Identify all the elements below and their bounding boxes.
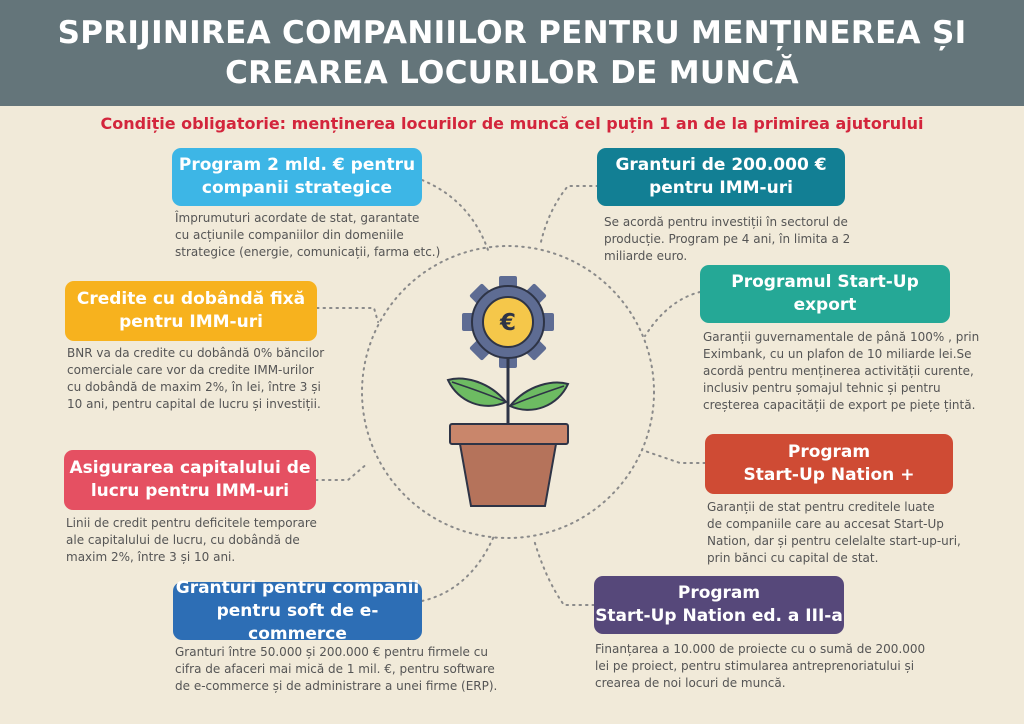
desc-line: BNR va da credite cu dobândă 0% băncilor bbox=[67, 346, 325, 360]
svg-text:€: € bbox=[499, 310, 517, 336]
fixed-interest-credits-description bbox=[67, 345, 367, 413]
connector-left-4 bbox=[422, 536, 494, 601]
mandatory-condition-subtitle: Condiție obligatorie: menținerea locurilor de muncă cel puțin 1 an de la primirea ajutorului bbox=[100, 114, 924, 133]
box-title-line-1: Program bbox=[677, 583, 761, 603]
desc-line: Împrumuturi acordate de stat, garantate bbox=[175, 211, 420, 225]
connector-right-4 bbox=[534, 540, 594, 605]
startup-export-description bbox=[703, 329, 1013, 414]
box-title-line-2: pentru IMM-uri bbox=[119, 312, 263, 332]
desc-line: Se acordă pentru investiții în sectorul de bbox=[604, 215, 848, 229]
plant-pot-icon bbox=[448, 276, 568, 506]
desc-line: producție. Program pe 4 ani, în limita a 2 bbox=[604, 232, 851, 246]
startup-export-box bbox=[700, 265, 950, 323]
page-title-line-2: CREAREA LOCURILOR DE MUNCĂ bbox=[225, 55, 799, 91]
desc-line: prin bănci cu capital de stat. bbox=[707, 551, 879, 565]
box-title-line-2: companii strategice bbox=[201, 178, 393, 198]
box-title-line-2: pentru IMM-uri bbox=[649, 178, 793, 198]
desc-line: cu dobândă de maxim 2%, în lei, între 3 și bbox=[67, 380, 321, 394]
startup-nation-plus-box bbox=[705, 434, 953, 494]
imm-grants-box bbox=[597, 148, 845, 206]
desc-line: crearea de noi locuri de muncă. bbox=[595, 676, 786, 690]
startup-nation-plus-description bbox=[707, 499, 1017, 567]
program-strategic-companies-box bbox=[172, 148, 422, 206]
fixed-interest-credits-box bbox=[65, 281, 317, 341]
box-title-line-1: Granturi pentru companii bbox=[175, 577, 420, 598]
desc-line: Granturi între 50.000 și 200.000 € pentru firmele cu bbox=[175, 645, 488, 659]
box-title-line-2: Start-Up Nation ed. a III-a bbox=[595, 606, 843, 626]
desc-line: Nation, dar și pentru celelalte start-up-uri, bbox=[707, 534, 961, 548]
desc-line: inclusiv pentru șomajul tehnic și pentru bbox=[703, 381, 941, 395]
box-title-line-2: export bbox=[793, 295, 857, 315]
desc-line: lei pe proiect, pentru stimularea antreprenoriatului și bbox=[595, 659, 915, 673]
box-title-line-2: lucru pentru IMM-uri bbox=[90, 481, 290, 501]
desc-line: Finanțarea a 10.000 de proiecte cu o sumă de 200.000 bbox=[595, 642, 926, 656]
desc-line: maxim 2%, între 3 și 10 ani. bbox=[66, 550, 236, 564]
startup-nation-ed3-box bbox=[594, 576, 844, 634]
desc-line: acordă pentru menținerea activității curente, bbox=[703, 364, 974, 378]
box-title-line-2: pentru soft de e-commerce bbox=[216, 600, 379, 644]
program-strategic-companies-description bbox=[175, 210, 475, 261]
desc-line: de e-commerce și de administrare a unei firme (ERP). bbox=[175, 679, 498, 693]
connector-left-3 bbox=[316, 463, 368, 480]
connector-right-1 bbox=[540, 186, 598, 246]
page-title-line-1: SPRIJINIREA COMPANIILOR PENTRU MENȚINEREA ȘI bbox=[57, 15, 967, 51]
desc-line: strategice (energie, comunicații, farma etc.) bbox=[175, 245, 441, 259]
ecommerce-grants-description bbox=[175, 644, 520, 695]
working-capital-box bbox=[64, 450, 316, 510]
desc-line: de companiile care au accesat Start-Up bbox=[707, 517, 944, 531]
box-title-line-1: Programul Start-Up bbox=[731, 272, 919, 292]
imm-grants-description bbox=[604, 214, 904, 265]
box-title-line-1: Program bbox=[787, 442, 871, 462]
gear-icon bbox=[462, 276, 554, 368]
box-title-line-1: Credite cu dobândă fixă bbox=[76, 289, 306, 309]
desc-line: cu acțiunile companiilor din domeniile bbox=[175, 228, 404, 242]
startup-nation-ed3-description bbox=[595, 641, 985, 692]
box-title-line-2: Start-Up Nation + bbox=[743, 465, 915, 485]
desc-line: Garanții guvernamentale de până 100% , prin bbox=[703, 330, 980, 344]
desc-line: Linii de credit pentru deficitele temporare bbox=[66, 516, 317, 530]
desc-line: comerciale care vor da credite IMM-urilor bbox=[67, 363, 314, 377]
desc-line: Eximbank, cu un plafon de 10 miliarde lei.Se bbox=[703, 347, 972, 361]
ecommerce-grants-box bbox=[173, 577, 422, 644]
desc-line: 10 ani, pentru capital de lucru și investiții. bbox=[67, 397, 321, 411]
desc-line: miliarde euro. bbox=[604, 249, 688, 263]
connector-right-2 bbox=[645, 292, 700, 336]
desc-line: creșterea capacității de export pe piețe țintă. bbox=[703, 398, 976, 412]
connector-left-2 bbox=[317, 308, 378, 322]
desc-line: ale capitalului de lucru, cu dobândă de bbox=[66, 533, 300, 547]
box-title-line-1: Program 2 mld. € pentru bbox=[178, 155, 416, 175]
desc-line: Garanții de stat pentru creditele luate bbox=[707, 500, 935, 514]
connector-right-3 bbox=[642, 450, 705, 463]
working-capital-description bbox=[66, 515, 366, 566]
box-title-line-1: Granturi de 200.000 € bbox=[615, 155, 827, 175]
box-title-line-1: Asigurarea capitalului de bbox=[69, 458, 311, 478]
desc-line: cifra de afaceri mai mică de 1 mil. €, pentru software bbox=[175, 662, 495, 676]
